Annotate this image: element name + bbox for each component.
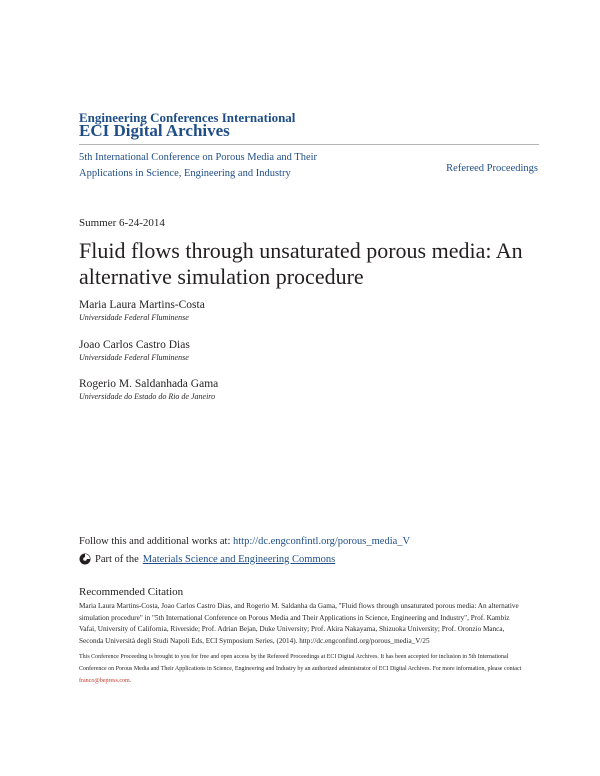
footer-text: This Conference Proceeding is brought to you for free and open access by the Refereed Proceedings at ECI Digital Archives. It has been accepted for inclusion in 5th International Conference on Porous Media and Their Applications in Science, Engineering and Industry by an authorized administrator of ECI Digital Archives. For more information, please contact <box>79 654 522 672</box>
part-of-line <box>79 553 335 565</box>
recommended-citation: Maria Laura Martins-Costa, Joao Carlos Castro Dias, and Rogerio M. Saldanha da Gama, "Fluid flows through unsaturated porous media: An alternative simulation procedure" in "5th International Conference on Porous Media and Their Applications in Science, Engineering and Industry", Prof. Kambiz Vafai, University of California, Riverside; Prof. Adrian Bejan, Duke University; Prof. Akira Nakayama, Shizuoka University; Prof. Oronzio Manca, Seconda Università degli Studi Napoli Eds, ECI Symposium Series, (2014). http://dc.engconfintl.org/porous_media_V/25 <box>79 602 519 645</box>
recommended-heading: Recommended Citation <box>79 586 184 598</box>
contact-email[interactable]: franco@bepress.com <box>79 678 130 684</box>
series-link[interactable]: Refereed Proceedings <box>446 163 538 174</box>
footer-end: . <box>129 678 132 684</box>
follow-link[interactable]: http://dc.engconfintl.org/porous_media_V <box>233 536 411 547</box>
commons-icon <box>79 553 91 565</box>
header-divider <box>79 144 539 145</box>
author-block <box>79 338 190 363</box>
author-block <box>79 377 218 402</box>
conference-link[interactable]: 5th International Conference on Porous Media and Their Applications in Science, Engineering and Industry <box>79 152 318 179</box>
commons-link[interactable]: Materials Science and Engineering Commons <box>142 553 336 565</box>
author-affiliation: Universidade Federal Fluminense <box>79 313 189 322</box>
follow-text: Follow this and additional works at: <box>79 536 231 547</box>
publication-date: Summer 6-24-2014 <box>79 217 165 229</box>
author-name: Joao Carlos Castro Dias <box>79 339 190 351</box>
paper-title: Fluid flows through unsaturated porous media: An alternative simulation procedure <box>79 238 523 289</box>
follow-line <box>79 536 410 547</box>
author-name: Maria Laura Martins-Costa <box>79 299 205 311</box>
header-org: Engineering Conferences International <box>79 110 296 125</box>
author-block <box>79 298 205 323</box>
header-archive[interactable]: ECI Digital Archives <box>79 121 230 140</box>
author-affiliation: Universidade Federal Fluminense <box>79 353 189 362</box>
part-of-text: Part of the <box>95 553 139 565</box>
author-affiliation: Universidade do Estado do Rio de Janeiro <box>79 392 216 401</box>
author-name: Rogerio M. Saldanhada Gama <box>79 378 219 390</box>
footer-note <box>79 651 524 687</box>
